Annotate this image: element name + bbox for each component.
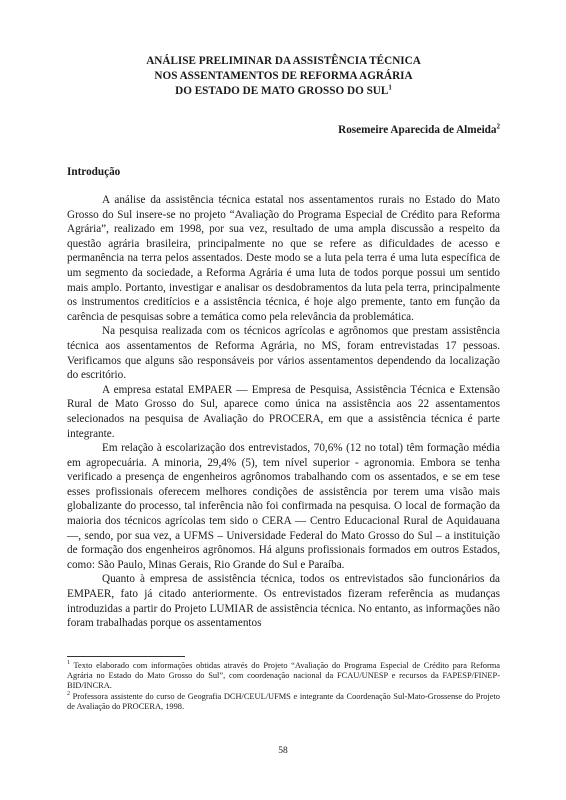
footnote [67,692,500,712]
paragraph: A empresa estatal EMPAER — Empresa de Pesquisa, Assistência Técnica e Extensão Rural de Mato Grosso do Sul, aparece como única na assistência aos 22 assentamentos selecionados na pesquisa de Avaliação do PROCERA, em que a assistência técnica é parte integrante. [67,383,500,440]
title-line-2: NOS ASSENTAMENTOS DE REFORMA AGRÁRIA [154,70,413,82]
title-footnote-mark[interactable]: 1 [388,83,392,92]
footnote-text: Texto elaborado com informações obtidas através do Projeto “Avaliação do Programa Especial de Crédito para Reforma Agrária no Estado do Mato Grosso do Sul”, com coordenação nacional da FCAU/UNESP e recursos da FAPESP/FINEP-BID/INCRA. [67,661,500,691]
title-line-3-text: DO ESTADO DE MATO GROSSO DO SUL [175,85,389,97]
footnote-text: Professora assistente do curso de Geografia DCH/CEUL/UFMS e integrante da Coordenação Sul-Mato-Grossense do Projeto de Avaliação do PROCERA, 1998. [67,691,500,711]
footnote [67,661,500,692]
footnote-divider [67,656,185,657]
paragraph: A análise da assistência técnica estatal nos assentamentos rurais no Estado do Mato Grosso do Sul insere-se no projeto “Avaliação do Programa Especial de Crédito para Reforma Agrária”, realizado em 1998, por sua vez, resultado de uma ampla discussão a respeito da questão agrária brasileira, principalmente no que se refere as dificuldades de acesso e permanência na terra pelos assentados. Deste modo se a luta pela terra é uma luta específica de um segmento da sociedade, a Reforma Agrária é uma luta de todos porque possui um sentido mais amplo. Portanto, investigar e analisar os desdobramentos da luta pela terra, principalmente os instrumentos creditícios e a assistência técnica, é hoje algo premente, tanto em função da carência de pesquisas sobre a temática como pela relevância da problemática. [67,194,500,323]
author-name: Rosemeire Aparecida de Almeida [338,124,497,136]
footnote-mark: 1 [67,660,70,667]
footnotes [67,661,500,712]
author-line [67,123,500,137]
body-text [67,193,500,631]
section-heading: Introdução [67,166,121,178]
paragraph: Quanto à empresa de assistência técnica, todos os entrevistados são funcionários da EMPAER, fato já citado anteriormente. Os entrevistados fizeram referência as mudanças introduzidas a partir do Projeto LUMIAR de assistência técnica. No entanto, as informações não foram trabalhadas porque os assentamentos [67,573,500,630]
paragraph: Na pesquisa realizada com os técnicos agrícolas e agrônomos que prestam assistência técnica aos assentamentos de Reforma Agrária, no MS, foram entrevistadas 17 pessoas. Verificamos que alguns são responsáveis por vários assentamentos dependendo da localização do escritório. [67,325,500,382]
footnote-mark: 2 [67,690,70,697]
paper-title [67,54,500,99]
title-line-1: ANÁLISE PRELIMINAR DA ASSISTÊNCIA TÉCNICA [146,55,421,67]
page-content [67,40,500,631]
title-line-3 [67,84,500,99]
paragraph: Em relação à escolarização dos entrevistados, 70,6% (12 no total) têm formação média em agropecuária. A minoria, 29,4% (5), tem nível superior - agronomia. Embora se tenha verificado a presença de engenheiros agrônomos trabalhando com os assentados, e se em tese esses profissionais oferecem melhores condições de assistência por terem uma visão mais globalizante do processo, tal inferência não foi confirmada na pesquisa. O local de formação da maioria dos técnicos agrícolas tem sido o CERA — Centro Educacional Rural de Aquidauana —, sendo, por sua vez, a UFMS – Universidade Federal do Mato Grosso do Sul – a instituição de formação dos engenheiros agrônomos. Há alguns profissionais formados em outros Estados, como: São Paulo, Minas Gerais, Rio Grande do Sul e Paraíba. [67,442,500,571]
author-footnote-mark[interactable]: 2 [496,122,500,131]
page-number: 58 [278,746,288,756]
